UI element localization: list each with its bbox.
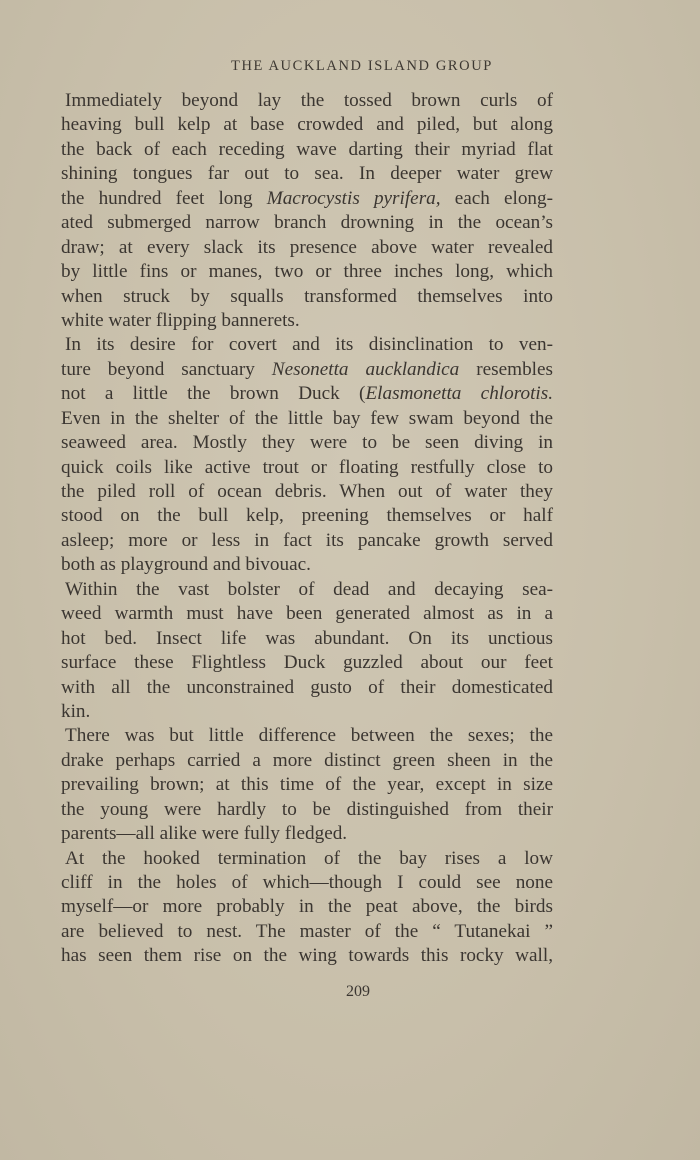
text-line xyxy=(61,602,553,626)
text-span: stood on the bull kelp, preening themselves or half xyxy=(61,505,553,527)
text-span: are believed to nest. The master of the “ Tutanekai ” xyxy=(61,920,553,942)
text-span: each elong- xyxy=(440,187,553,209)
text-line xyxy=(61,187,553,211)
text-line xyxy=(61,847,553,871)
text-span: draw; at every slack its presence above water revealed xyxy=(61,236,553,258)
text-line xyxy=(61,724,553,748)
text-line xyxy=(61,676,553,700)
text-line xyxy=(61,578,553,602)
text-line xyxy=(61,211,553,235)
text-line xyxy=(61,553,553,577)
text-line xyxy=(61,382,553,406)
text-line xyxy=(61,504,553,528)
text-span: white water flipping bannerets. xyxy=(61,309,300,331)
text-line xyxy=(61,138,553,162)
text-line xyxy=(61,871,553,895)
text-span: with all the unconstrained gusto of their domesticated xyxy=(61,676,553,698)
italic-text: Elasmonetta chlorotis. xyxy=(365,383,553,405)
text-span: Even in the shelter of the little bay few swam beyond the xyxy=(61,407,553,429)
text-span: the piled roll of ocean debris. When out of water they xyxy=(61,481,553,502)
text-span: kin. xyxy=(61,700,91,722)
text-line xyxy=(61,773,553,797)
text-span: weed warmth must have been generated almost as in a xyxy=(61,603,553,625)
italic-text: Nesonetta aucklandica xyxy=(271,358,460,380)
text-span: has seen them rise on the wing towards this rocky wall, xyxy=(61,945,553,967)
text-line xyxy=(61,895,553,919)
text-line xyxy=(61,480,553,504)
text-span: the hundred feet long xyxy=(61,187,267,209)
text-line xyxy=(61,236,553,260)
text-line xyxy=(61,431,553,455)
running-head: THE AUCKLAND ISLAND GROUP xyxy=(231,58,493,74)
text-span: drake perhaps carried a more distinct green sheen in the xyxy=(61,749,553,771)
text-span: Immediately beyond lay the tossed brown curls of xyxy=(65,90,553,111)
text-span: ture beyond sanctuary xyxy=(61,358,272,380)
text-span: the back of each receding wave darting their myriad flat xyxy=(61,138,553,160)
text-line xyxy=(61,627,553,651)
text-span: shining tongues far out to sea. In deeper water grew xyxy=(61,163,553,185)
text-line xyxy=(61,749,553,773)
text-span: parents—all alike were fully fledged. xyxy=(61,823,348,845)
text-line xyxy=(61,798,553,822)
text-span: seaweed area. Mostly they were to be seen diving in xyxy=(61,432,553,454)
text-span: surface these Flightless Duck guzzled about our feet xyxy=(61,652,553,674)
text-line xyxy=(61,529,553,553)
text-span: There was but little difference between the sexes; the xyxy=(65,725,553,747)
text-span: both as playground and bivouac. xyxy=(61,554,311,576)
text-line xyxy=(61,309,553,333)
text-line xyxy=(61,920,553,944)
text-line xyxy=(61,358,553,382)
text-line xyxy=(61,285,553,309)
text-line xyxy=(61,700,553,724)
text-span: by little fins or manes, two or three inches long, which xyxy=(61,261,553,283)
text-line xyxy=(61,113,553,137)
text-line xyxy=(61,333,553,357)
text-span: Within the vast bolster of dead and decaying sea- xyxy=(65,578,553,600)
text-span: not a little the brown Duck ( xyxy=(61,383,366,405)
text-line xyxy=(61,456,553,480)
text-span: heaving bull kelp at base crowded and piled, but along xyxy=(61,114,553,136)
text-span: ated submerged narrow branch drowning in the ocean’s xyxy=(61,212,553,234)
text-line xyxy=(61,651,553,675)
text-span: asleep; more or less in fact its pancake growth served xyxy=(61,529,553,551)
text-line xyxy=(61,162,553,186)
text-line xyxy=(61,944,553,968)
text-line xyxy=(61,822,553,846)
text-span: myself—or more probably in the peat above, the birds xyxy=(61,896,553,918)
text-span: prevailing brown; at this time of the year, except in size xyxy=(61,774,553,796)
text-line xyxy=(61,407,553,431)
text-span: hot bed. Insect life was abundant. On its unctious xyxy=(61,627,553,649)
text-span: In its desire for covert and its disinclination to ven- xyxy=(65,334,553,356)
text-span: At the hooked termination of the bay rises a low xyxy=(65,847,553,869)
page-number: 209 xyxy=(346,983,370,1000)
text-span: resembles xyxy=(459,358,553,380)
text-span: the young were hardly to be distinguished from their xyxy=(61,798,553,820)
italic-text: Macrocystis pyrifera, xyxy=(266,187,441,209)
text-line xyxy=(61,89,553,113)
text-span: cliff in the holes of which—though I could see none xyxy=(61,872,553,893)
text-span: quick coils like active trout or floating restfully close to xyxy=(61,456,553,478)
text-span: when struck by squalls transformed themselves into xyxy=(61,285,553,307)
body-text xyxy=(61,89,553,969)
text-line xyxy=(61,260,553,284)
